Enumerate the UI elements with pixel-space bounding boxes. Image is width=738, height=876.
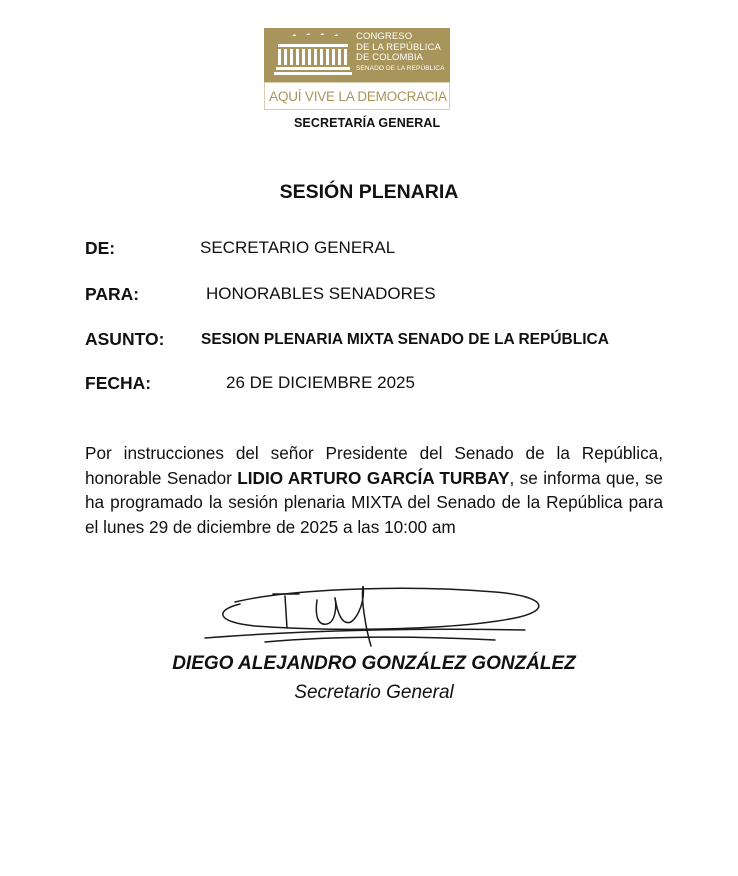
congress-logo bbox=[264, 28, 450, 110]
logo-line-2: DE LA REPÚBLICA bbox=[356, 41, 441, 53]
office-name: SECRETARÍA GENERAL bbox=[294, 116, 441, 130]
asunto-value: SESION PLENARIA MIXTA SENADO DE LA REPÚBLICA bbox=[201, 331, 609, 348]
fecha-label: FECHA: bbox=[85, 373, 152, 393]
senator-name: LIDIO ARTURO GARCÍA TURBAY bbox=[237, 467, 510, 488]
de-value: SECRETARIO GENERAL bbox=[200, 238, 396, 257]
logo-banner bbox=[264, 28, 450, 82]
fecha-value: 26 DE DICIEMBRE 2025 bbox=[226, 373, 415, 392]
para-label: PARA: bbox=[85, 284, 140, 304]
handwritten-signature bbox=[195, 580, 555, 650]
document-title: SESIÓN PLENARIA bbox=[279, 181, 459, 203]
body-paragraph bbox=[85, 441, 663, 539]
de-label: DE: bbox=[85, 238, 116, 258]
logo-slogan-box bbox=[264, 82, 450, 110]
body-text-end: , se informa que, se ha programado la sesión plenaria MIXTA del Senado de la República para el lunes 29 de diciembre de 2025 a las 10:00 am bbox=[85, 467, 663, 537]
para-value: HONORABLES SENADORES bbox=[206, 284, 436, 303]
signer-role: Secretario General bbox=[294, 682, 454, 703]
asunto-label: ASUNTO: bbox=[85, 329, 165, 349]
capitol-emblem-icon bbox=[272, 30, 354, 80]
logo-slogan: AQUÍ VIVE LA DEMOCRACIA bbox=[269, 89, 447, 104]
signer-name: DIEGO ALEJANDRO GONZÁLEZ GONZÁLEZ bbox=[172, 653, 576, 674]
logo-line-1: CONGRESO bbox=[356, 31, 413, 42]
body-text-start: Por instrucciones del señor Presidente del Senado de la República, honorable Senador bbox=[85, 443, 663, 488]
logo-line-3: DE COLOMBIA bbox=[356, 52, 424, 63]
logo-line-4: SENADO DE LA REPÚBLICA bbox=[356, 64, 445, 72]
logo-text bbox=[356, 32, 448, 73]
